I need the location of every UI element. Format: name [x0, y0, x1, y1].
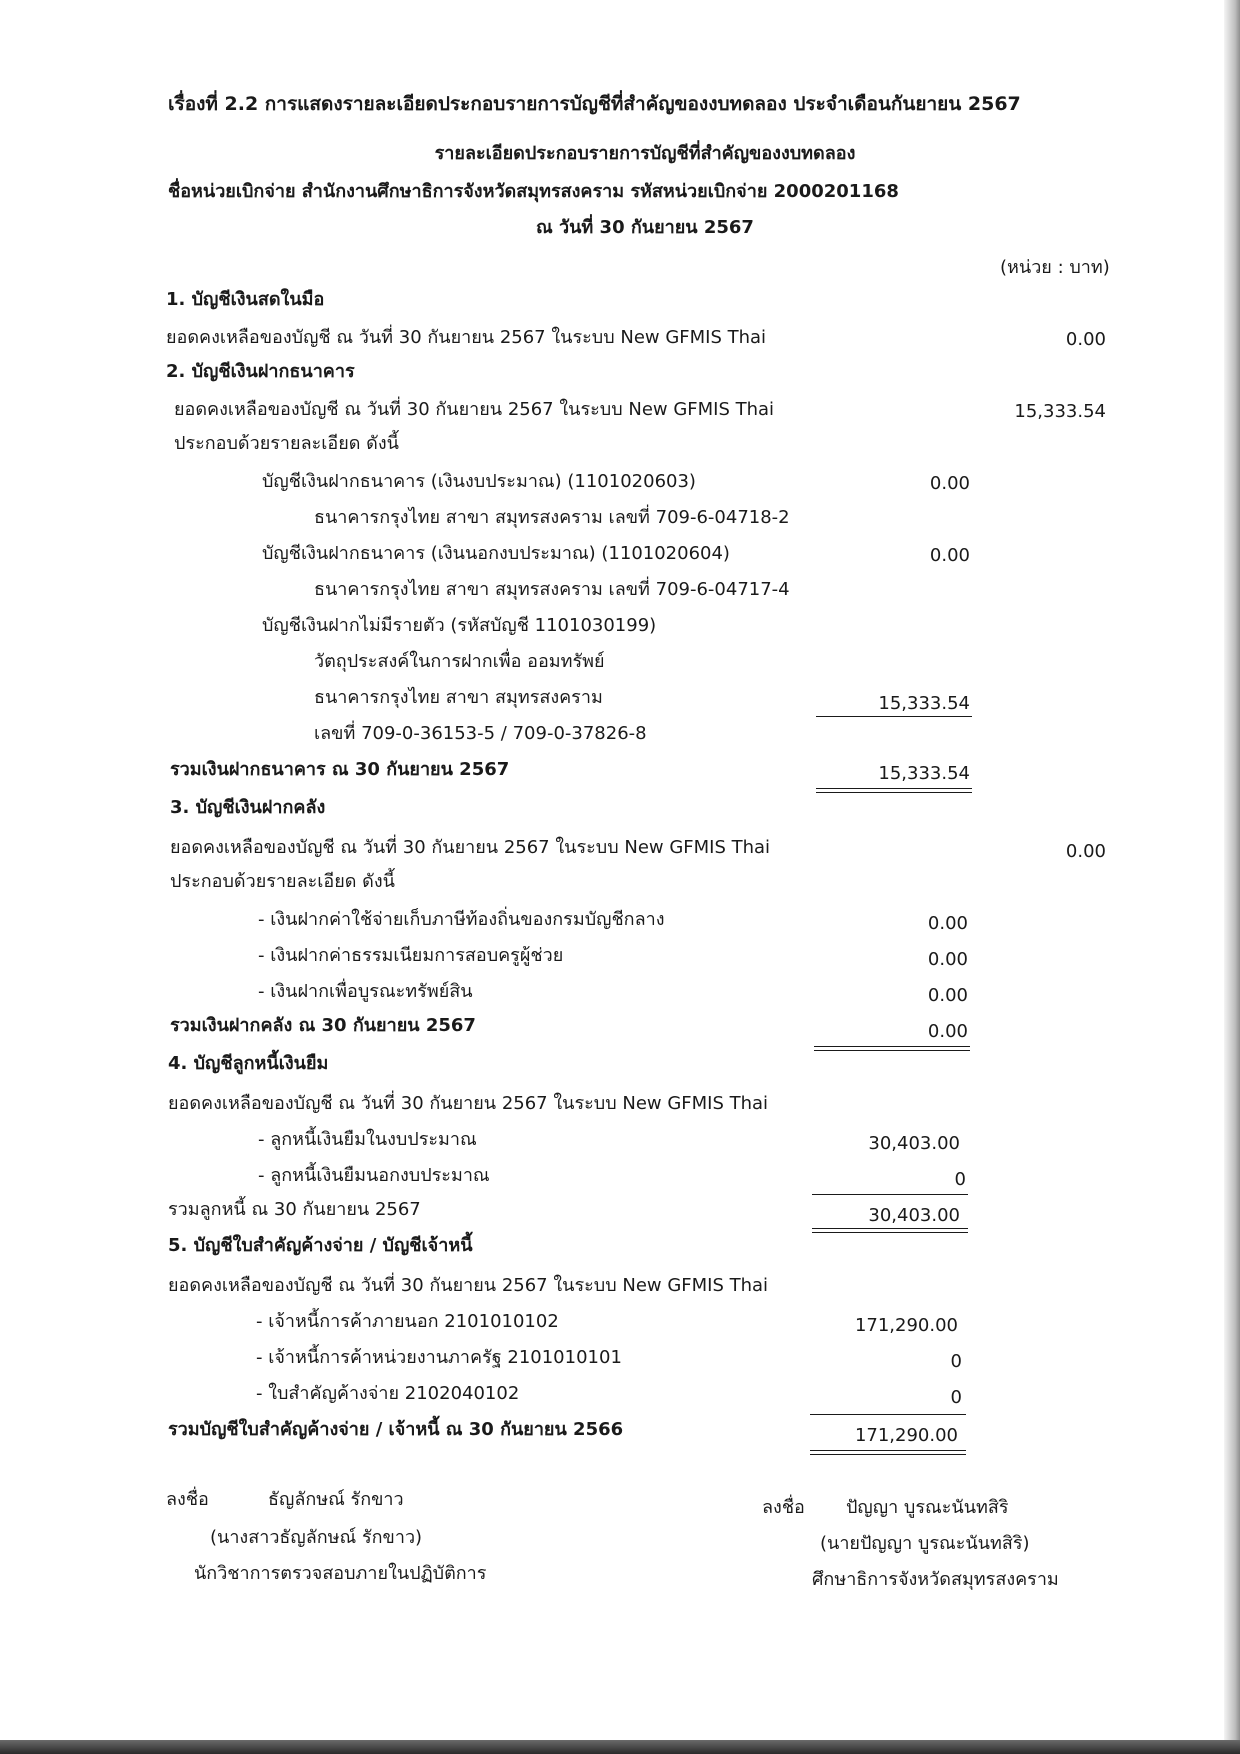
section-4-balance-label: ยอดคงเหลือของบัญชี ณ วันที่ 30 กันยายน 2567 ในระบบ New GFMIS Thai [168, 1093, 769, 1114]
section-2-item-1-bank: ธนาคารกรุงไทย สาขา สมุทรสงคราม เลขที่ 709-6-04718-2 [314, 507, 790, 528]
sign-right-position: ศึกษาธิการจังหวัดสมุทรสงคราม [812, 1569, 1059, 1590]
unit-label: (หน่วย : บาท) [1000, 257, 1110, 278]
section-2-item-2-bank: ธนาคารกรุงไทย สาขา สมุทรสงคราม เลขที่ 709-6-04717-4 [314, 579, 790, 600]
sign-left-position: นักวิชาการตรวจสอบภายในปฏิบัติการ [194, 1563, 487, 1584]
section-3-item-2: - เงินฝากค่าธรรมเนียมการสอบครูผู้ช่วย [258, 945, 564, 966]
scan-edge-bottom [0, 1740, 1240, 1754]
section-3-balance-label: ยอดคงเหลือของบัญชี ณ วันที่ 30 กันยายน 2567 ในระบบ New GFMIS Thai [170, 837, 771, 858]
section-4-item-1: - ลูกหนี้เงินยืมในงบประมาณ [258, 1129, 477, 1150]
section-4-item-2-value: 0 [954, 1169, 966, 1190]
section-2-balance: 15,333.54 [1014, 401, 1106, 422]
section-2-total-label: รวมเงินฝากธนาคาร ณ 30 กันยายน 2567 [170, 759, 510, 780]
section-2-item-1: บัญชีเงินฝากธนาคาร (เงินงบประมาณ) (1101020603) [262, 471, 696, 492]
subtotal-underline [810, 1414, 966, 1415]
section-2-item-3-purpose: วัตถุประสงค์ในการฝากเพื่อ ออมทรัพย์ [314, 651, 605, 672]
section-3-balance: 0.00 [1065, 841, 1106, 862]
section-2-detail-label: ประกอบด้วยรายละเอียด ดังนี้ [174, 433, 399, 454]
section-5-item-1-value: 171,290.00 [854, 1315, 958, 1336]
section-3-item-1-value: 0.00 [927, 913, 968, 934]
section-3-item-1: - เงินฝากค่าใช้จ่ายเก็บภาษีท้องถิ่นของกรมบัญชีกลาง [258, 909, 665, 930]
section-2-item-1-value: 0.00 [929, 473, 970, 494]
total-double-underline [816, 788, 972, 793]
section-3-item-3-value: 0.00 [927, 985, 968, 1006]
section-2-item-2-value: 0.00 [929, 545, 970, 566]
section-3-item-2-value: 0.00 [927, 949, 968, 970]
section-5-item-3: - ใบสำคัญค้างจ่าย 2102040102 [256, 1383, 520, 1404]
section-2-item-3-accounts: เลขที่ 709-0-36153-5 / 709-0-37826-8 [314, 723, 647, 744]
sign-right-name: (นายปัญญา บูรณะนันทสิริ) [820, 1533, 1030, 1554]
scan-edge-right [1224, 0, 1240, 1754]
section-4-total: 30,403.00 [868, 1205, 960, 1226]
section-2-balance-label: ยอดคงเหลือของบัญชี ณ วันที่ 30 กันยายน 2567 ในระบบ New GFMIS Thai [174, 399, 775, 420]
total-double-underline [814, 1046, 970, 1051]
subtitle-2: ชื่อหน่วยเบิกจ่าย สำนักงานศึกษาธิการจังหวัดสมุทรสงคราม รหัสหน่วยเบิกจ่าย 2000201168 [168, 181, 899, 202]
section-5-title: 5. บัญชีใบสำคัญค้างจ่าย / บัญชีเจ้าหนี้ [168, 1235, 473, 1256]
section-1-balance-label: ยอดคงเหลือของบัญชี ณ วันที่ 30 กันยายน 2567 ในระบบ New GFMIS Thai [166, 327, 767, 348]
total-double-underline [810, 1450, 966, 1455]
section-3-title: 3. บัญชีเงินฝากคลัง [170, 797, 326, 818]
sign-left-signature: ธัญลักษณ์ รักขาว [268, 1489, 404, 1510]
section-3-item-3: - เงินฝากเพื่อบูรณะทรัพย์สิน [258, 981, 473, 1002]
section-3-total-label: รวมเงินฝากคลัง ณ 30 กันยายน 2567 [170, 1015, 476, 1036]
section-1-title: 1. บัญชีเงินสดในมือ [166, 289, 325, 310]
subtotal-underline [812, 1194, 968, 1195]
sign-left-label: ลงชื่อ [166, 1489, 209, 1510]
sign-right-label: ลงชื่อ [762, 1497, 805, 1518]
subtitle-3: ณ วันที่ 30 กันยายน 2567 [536, 217, 754, 238]
section-2-total: 15,333.54 [878, 763, 970, 784]
section-2-item-3-value: 15,333.54 [878, 693, 970, 714]
subtitle-1: รายละเอียดประกอบรายการบัญชีที่สำคัญของงบทดลอง [434, 143, 856, 164]
subtotal-underline [816, 716, 972, 717]
section-4-total-label: รวมลูกหนี้ ณ 30 กันยายน 2567 [168, 1199, 421, 1220]
sign-right-signature: ปัญญา บูรณะนันทสิริ [846, 1497, 1009, 1518]
section-4-item-2: - ลูกหนี้เงินยืมนอกงบประมาณ [258, 1165, 490, 1186]
section-5-balance-label: ยอดคงเหลือของบัญชี ณ วันที่ 30 กันยายน 2567 ในระบบ New GFMIS Thai [168, 1275, 769, 1296]
section-5-item-3-value: 0 [950, 1387, 962, 1408]
section-2-item-3: บัญชีเงินฝากไม่มีรายตัว (รหัสบัญชี 1101030199) [262, 615, 657, 636]
section-4-item-1-value: 30,403.00 [868, 1133, 960, 1154]
sign-left-name: (นางสาวธัญลักษณ์ รักขาว) [210, 1527, 423, 1548]
total-double-underline [812, 1228, 968, 1233]
section-3-detail-label: ประกอบด้วยรายละเอียด ดังนี้ [170, 871, 395, 892]
section-5-item-2: - เจ้าหนี้การค้าหน่วยงานภาครัฐ 2101010101 [256, 1347, 622, 1368]
section-5-item-1: - เจ้าหนี้การค้าภายนอก 2101010102 [256, 1311, 559, 1332]
section-2-title: 2. บัญชีเงินฝากธนาคาร [166, 361, 355, 382]
section-2-item-2: บัญชีเงินฝากธนาคาร (เงินนอกงบประมาณ) (1101020604) [262, 543, 730, 564]
heading: เรื่องที่ 2.2 การแสดงรายละเอียดประกอบรายการบัญชีที่สำคัญของงบทดลอง ประจำเดือนกันยายน 2567 [168, 93, 1021, 115]
section-5-total-label: รวมบัญชีใบสำคัญค้างจ่าย / เจ้าหนี้ ณ 30 กันยายน 2566 [168, 1419, 624, 1440]
section-5-total: 171,290.00 [854, 1425, 958, 1446]
section-1-balance: 0.00 [1065, 329, 1106, 350]
section-5-item-2-value: 0 [950, 1351, 962, 1372]
section-2-item-3-bank: ธนาคารกรุงไทย สาขา สมุทรสงคราม [314, 687, 603, 708]
section-4-title: 4. บัญชีลูกหนี้เงินยืม [168, 1053, 329, 1074]
section-3-total: 0.00 [927, 1021, 968, 1042]
